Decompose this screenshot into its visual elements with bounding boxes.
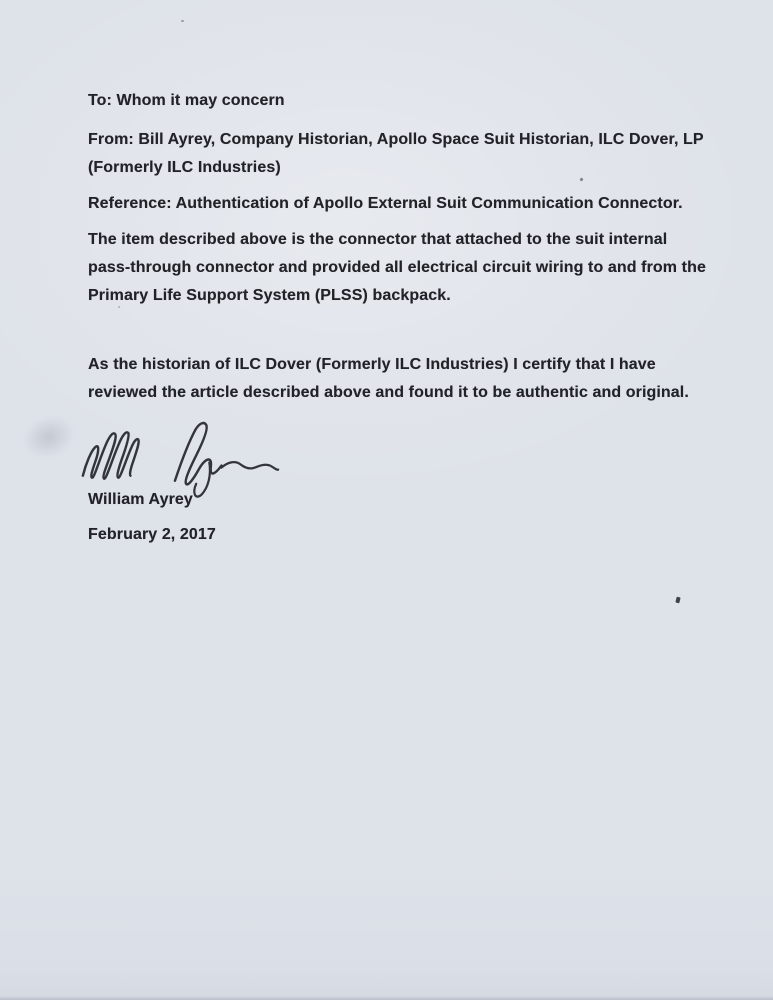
letter-to-line: To: Whom it may concern <box>88 92 285 109</box>
letter-certification-line-2: reviewed the article described above and found it to be authentic and original. <box>88 384 689 401</box>
letter-from-line-2: (Formerly ILC Industries) <box>88 159 281 176</box>
letter-from-line-1: From: Bill Ayrey, Company Historian, Apollo Space Suit Historian, ILC Dover, LP <box>88 131 704 148</box>
letter-reference-line: Reference: Authentication of Apollo External Suit Communication Connector. <box>88 195 683 212</box>
paper-smudge <box>21 410 84 465</box>
paper-speck <box>675 597 680 604</box>
paper-speck <box>181 20 184 22</box>
signer-name: William Ayrey <box>88 491 193 508</box>
letter-body-line-3: Primary Life Support System (PLSS) backpack. <box>88 287 451 304</box>
letter-date: February 2, 2017 <box>88 526 216 543</box>
letter-body-line-1: The item described above is the connector that attached to the suit internal <box>88 231 668 248</box>
letter-certification-line-1: As the historian of ILC Dover (Formerly ILC Industries) I certify that I have <box>88 356 656 373</box>
paper-speck <box>579 177 583 181</box>
letter-body-line-2: pass-through connector and provided all electrical circuit wiring to and from the <box>88 259 706 276</box>
